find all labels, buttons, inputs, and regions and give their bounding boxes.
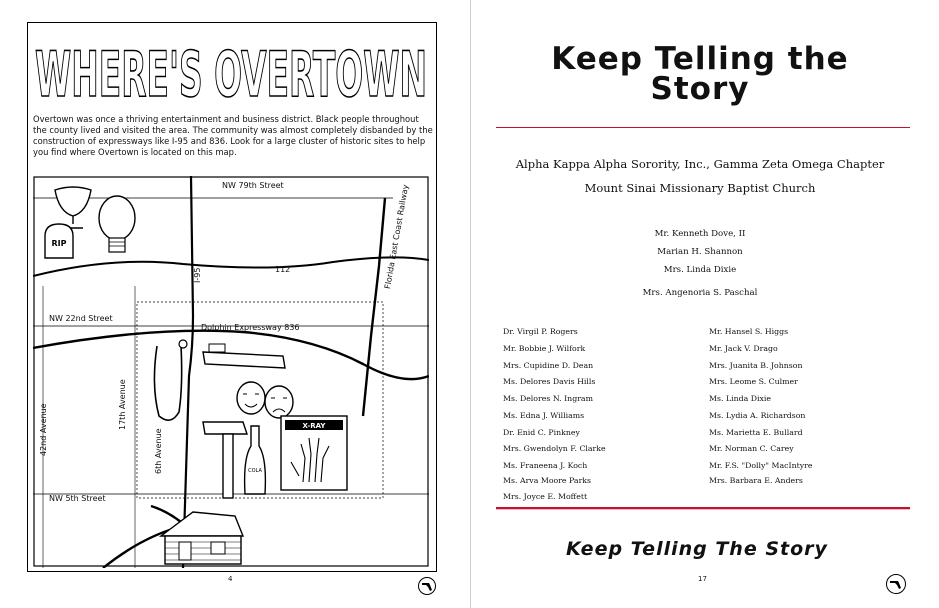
title-line-2: Story [650, 71, 750, 107]
ave17-label: 17th Avenue [118, 379, 127, 430]
i95-label: I-95 [193, 267, 202, 283]
florida-logo-icon [886, 574, 906, 594]
rip-label: RIP [51, 239, 67, 248]
worksheet-title: WHERE'S OVERTOWN [35, 38, 428, 108]
road-112-label: 112 [275, 265, 291, 274]
list-item: Ms. Marietta E. Bullard [709, 428, 803, 437]
house-icon [161, 512, 243, 564]
bottom-divider [496, 507, 910, 510]
honoree-1: Mr. Kenneth Dove, II [654, 229, 746, 239]
list-item: Mrs. Barbara E. Anders [709, 476, 803, 485]
tombstone-icon [45, 224, 73, 258]
list-item: Ms. Edna J. Williams [503, 411, 585, 420]
list-item: Ms. Franeena J. Koch [503, 461, 588, 470]
hammer-icon [203, 422, 247, 498]
list-item: Mrs. Leome S. Culmer [709, 377, 798, 386]
nw79-label: NW 79th Street [222, 181, 284, 190]
list-item: Mr. Norman C. Carey [709, 444, 794, 453]
page-number-right: 17 [698, 575, 707, 583]
bed-icon [203, 344, 285, 368]
intro-paragraph: Overtown was once a thriving entertainment and business district. Black people throughout the county lived and visited the area. The community was almost completely disbanded by the construction of expressways like I-95 and 836. Look for a large cluster of historic sites to help you find where Overtown is located on this map. [33, 114, 433, 157]
lightbulb-icon [99, 196, 135, 252]
list-item: Mrs. Gwendolyn F. Clarke [503, 444, 606, 453]
soda-bottle-icon [245, 426, 266, 494]
list-item: Mrs. Juanita B. Johnson [709, 361, 803, 370]
fec-railway [363, 198, 385, 416]
title-line-1: Keep Telling the [551, 41, 849, 77]
honoree-2: Marian H. Shannon [657, 247, 743, 257]
sponsor-line-2: Mount Sinai Missionary Baptist Church [584, 181, 816, 195]
list-item: Mr. F.S. "Dolly" MacIntyre [709, 461, 813, 470]
bowl-icon [55, 187, 91, 228]
xray-label: X-RAY [302, 422, 326, 430]
list-item: Ms. Delores N. Ingram [503, 394, 593, 403]
road-112 [33, 257, 429, 276]
list-item: Ms. Linda Dixie [709, 394, 772, 403]
nw22-label: NW 22nd Street [49, 314, 113, 323]
list-item: Ms. Delores Davis Hills [503, 377, 596, 386]
dolphin-label: Dolphin Expressway 836 [201, 323, 300, 332]
honoree-4: Mrs. Angenoria S. Paschal [642, 288, 758, 298]
list-item: Dr. Enid C. Pinkney [503, 428, 580, 437]
list-item: Mr. Jack V. Drago [709, 344, 778, 353]
sponsor-line-1: Alpha Kappa Alpha Sorority, Inc., Gamma Zeta Omega Chapter [515, 157, 885, 171]
list-item: Dr. Virgil P. Rogers [503, 327, 578, 336]
xray-icon [281, 416, 347, 490]
list-item: Ms. Arva Moore Parks [503, 476, 592, 485]
stethoscope-icon [154, 340, 187, 420]
list-item: Mrs. Cupidine D. Dean [503, 361, 594, 370]
florida-logo-icon [418, 577, 436, 595]
theater-masks-icon [237, 382, 293, 418]
nw5-label: NW 5th Street [49, 494, 106, 503]
i95-road [183, 176, 193, 568]
fec-label: Florida East Coast Railway [383, 183, 411, 290]
top-divider [496, 127, 910, 128]
cola-label: COLA [248, 468, 262, 474]
ave42-label: 42nd Avenue [39, 403, 48, 456]
footer-title: Keep Telling The Story [566, 538, 828, 560]
worksheet-title-graphic [33, 28, 429, 108]
ave6-label: 6th Avenue [154, 428, 163, 474]
honoree-3: Mrs. Linda Dixie [663, 265, 737, 275]
list-item: Mr. Hansel S. Higgs [709, 327, 789, 336]
list-item: Mr. Bobbie J. Wilfork [503, 344, 586, 353]
page-title [480, 41, 920, 107]
list-item: Mrs. Joyce E. Moffett [503, 492, 588, 501]
list-item: Ms. Lydia A. Richardson [709, 411, 806, 420]
overtown-map [33, 176, 429, 568]
page-number-left: 4 [228, 575, 233, 583]
